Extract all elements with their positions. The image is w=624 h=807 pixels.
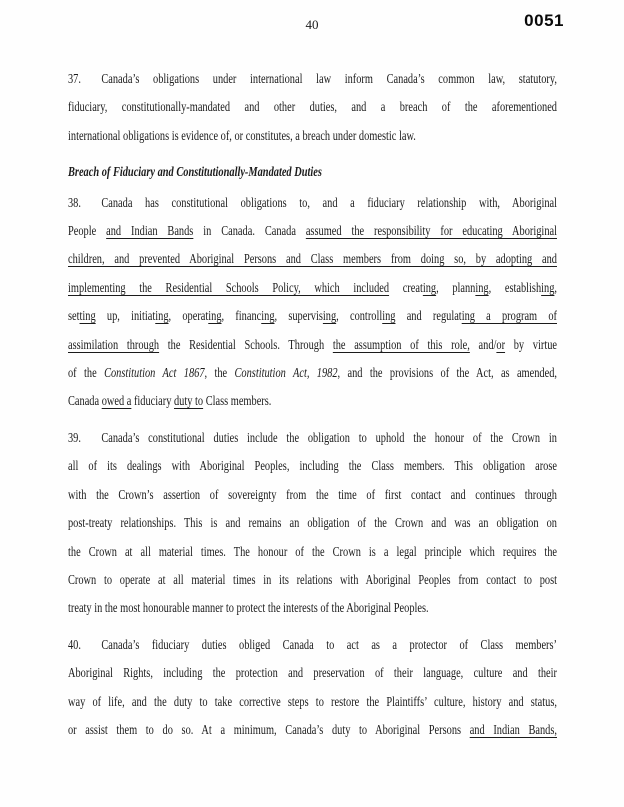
text-segment: ing <box>382 309 396 325</box>
text-segment: assumed the responsibility for educating Aboriginal <box>305 224 557 240</box>
paragraph-number: 40. <box>68 637 81 653</box>
text-segment: Canada has constitutional obligations to, and a fiduciary relationship with, Aboriginal <box>101 195 557 211</box>
paragraph-37 <box>68 66 557 151</box>
text-segment: assimilation through <box>68 337 160 353</box>
text-line <box>68 388 557 416</box>
text-segment: Class members. <box>203 394 272 410</box>
text-segment: Constitution Act, 1982 <box>234 366 338 382</box>
text-segment: and regulat <box>395 309 462 325</box>
text-segment: all of its dealings with Aboriginal Peoples, including the Class members. This obligation arose <box>68 459 557 475</box>
text-segment: children, and prevented Aboriginal Persons and Class members from doing so, by adopting and <box>68 252 557 268</box>
text-segment: fiduciary, constitutionally-mandated and other duties, and a breach of the aforementioned <box>68 100 557 116</box>
text-segment: or assist them to do so. At a minimum, Canada’s duty to Aboriginal Persons <box>68 722 470 738</box>
text-segment: , and the provisions of the Act, as amended, <box>337 366 557 382</box>
text-segment: , the <box>204 366 235 382</box>
text-segment: or <box>496 337 506 353</box>
text-line <box>68 689 557 717</box>
text-line <box>68 453 557 481</box>
text-segment: , establish <box>488 280 542 296</box>
text-segment: Aboriginal Rights, including the protection and preservation of their language, culture and their <box>68 666 557 682</box>
text-segment: implementing the Residential Schools Policy, which included <box>68 280 390 296</box>
text-line <box>68 482 557 510</box>
text-line <box>68 94 557 122</box>
text-segment: set <box>68 309 80 325</box>
text-segment: Constitution Act 1867 <box>104 366 205 382</box>
paragraph-number: 38. <box>68 195 81 211</box>
text-segment: with the Crown’s assertion of sovereignty from the time of first contact and continues through <box>68 487 557 503</box>
text-line <box>68 190 557 218</box>
text-segment: creat <box>389 280 423 296</box>
text-segment: post-treaty relationships. This is and remains an obligation of the Crown and was an obligation on <box>68 516 557 532</box>
text-segment: , controll <box>336 309 383 325</box>
text-segment: way of life, and the duty to take corrective steps to restore the Plaintiffs’ culture, history and status, <box>68 694 557 710</box>
text-segment: of the <box>68 366 105 382</box>
paragraph-number: 39. <box>68 430 81 446</box>
paragraph-38 <box>68 190 557 417</box>
text-line <box>68 595 557 623</box>
text-segment: international obligations is evidence of, or constitutes, a breach under domestic law. <box>68 128 416 144</box>
text-segment: ing <box>208 309 222 325</box>
section-heading <box>68 159 557 187</box>
text-segment: ting <box>79 309 96 325</box>
text-line <box>68 275 557 303</box>
text-segment: by virtue <box>505 337 557 353</box>
paragraph-39 <box>68 425 557 624</box>
document-body <box>68 66 557 753</box>
text-segment: the Crown at all material times. The honour of the Crown is a legal principle which requires the <box>68 544 557 560</box>
text-segment: , supervis <box>274 309 323 325</box>
text-segment: ing <box>541 280 555 296</box>
text-segment: Canada’s constitutional duties include the obligation to uphold the honour of the Crown in <box>101 430 557 446</box>
text-line <box>68 567 557 595</box>
text-line <box>68 360 557 388</box>
text-segment: in Canada. Canada <box>193 224 306 240</box>
text-segment: duty to <box>173 394 204 410</box>
text-line <box>68 246 557 274</box>
text-line <box>68 717 557 745</box>
text-segment: ing <box>322 309 337 325</box>
text-segment: Canada <box>68 394 102 410</box>
paragraph-number: 37. <box>68 72 81 87</box>
text-line <box>68 510 557 538</box>
text-line <box>68 332 557 360</box>
text-segment: , operat <box>168 309 209 325</box>
text-line <box>68 218 557 246</box>
paragraph-40 <box>68 632 557 746</box>
text-segment: ing <box>261 309 275 325</box>
text-segment: and/ <box>469 337 497 353</box>
text-segment: fiduciary <box>131 394 174 410</box>
text-segment: Crown to operate at all material times in its relations with Aboriginal Peoples from contact to post <box>68 572 557 588</box>
text-segment: the assumption of this role, <box>332 337 470 353</box>
text-line <box>68 303 557 331</box>
text-line <box>68 425 557 453</box>
text-segment: , plann <box>436 280 476 296</box>
text-segment: and Indian Bands, <box>469 722 557 738</box>
text-line <box>68 159 557 187</box>
text-segment: Canada’s obligations under international law inform Canada’s common law, statutory, <box>101 72 557 87</box>
text-line <box>68 660 557 688</box>
text-line <box>68 66 557 94</box>
text-segment: Canada’s fiduciary duties obliged Canada to act as a protector of Class members’ <box>101 637 557 653</box>
text-line <box>68 632 557 660</box>
text-segment: the Residential Schools. Through <box>159 337 333 353</box>
text-segment: Breach of Fiduciary and Constitutionally-Mandated Duties <box>68 165 322 181</box>
page-number: 40 <box>305 17 319 32</box>
text-line <box>68 539 557 567</box>
text-segment: owed a <box>101 394 132 410</box>
text-segment: , financ <box>221 309 262 325</box>
text-segment: ing <box>475 280 489 296</box>
text-segment: ing <box>422 280 437 296</box>
text-segment: and Indian Bands <box>106 224 194 240</box>
text-segment: , <box>554 280 557 296</box>
text-line <box>68 123 557 151</box>
text-segment: up, initiat <box>95 309 156 325</box>
text-segment: People <box>68 224 107 240</box>
text-segment: ing <box>155 309 169 325</box>
text-segment: treaty in the most honourable manner to protect the interests of the Aboriginal Peoples. <box>68 601 429 617</box>
bates-stamp: 0051 <box>524 11 564 30</box>
text-segment: ing a program of <box>461 309 557 325</box>
